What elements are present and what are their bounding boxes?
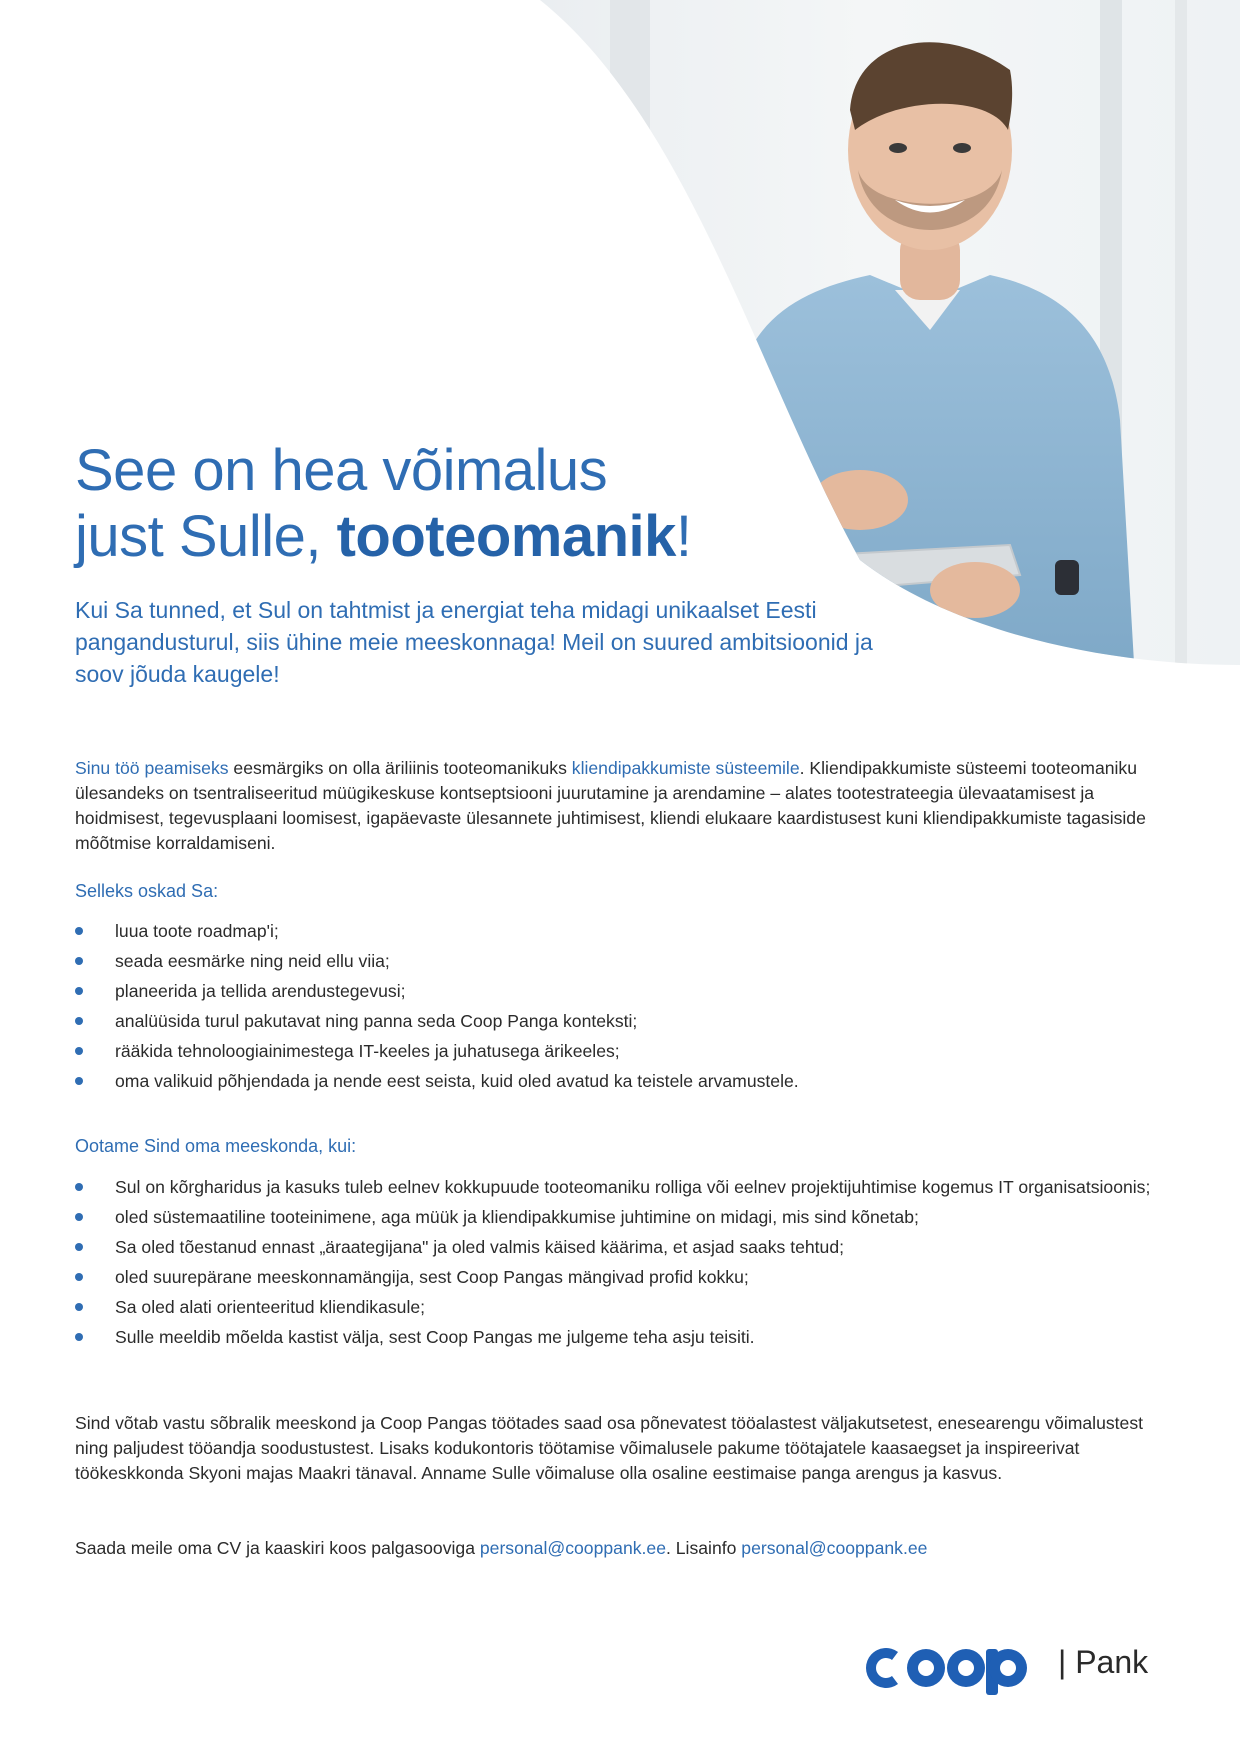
lead-paragraph: Kui Sa tunned, et Sul on tahtmist ja energiat teha midagi unikaalset Eesti pangandusturul, siis ühine meie meeskonnaga! Meil on suured ambitsioonid ja soov jõuda kaugele! bbox=[75, 597, 873, 687]
contact-text-1: Saada meile oma CV ja kaaskiri koos palgasooviga bbox=[75, 1538, 480, 1558]
coop-pank-logo bbox=[858, 1638, 1158, 1698]
requirements-heading: Ootame Sind oma meeskonda, kui: bbox=[75, 1136, 357, 1156]
intro-text-1: eesmärgiks on olla äriliinis tooteomanikuks bbox=[228, 758, 572, 778]
list-item-text: rääkida tehnoloogiainimestega IT-keeles ja juhatusega ärikeeles; bbox=[115, 1041, 620, 1061]
list-item bbox=[75, 1069, 1160, 1094]
list-item bbox=[75, 1205, 1160, 1230]
coop-logo-icon bbox=[858, 1638, 1058, 1698]
list-item-text: planeerida ja tellida arendustegevusi; bbox=[115, 981, 406, 1001]
bullet-icon bbox=[75, 1077, 83, 1085]
logo-separator: | bbox=[1058, 1644, 1067, 1680]
requirements-list bbox=[75, 1175, 1160, 1355]
contact-paragraph bbox=[75, 1536, 1160, 1561]
list-item bbox=[75, 1295, 1160, 1320]
bullet-icon bbox=[75, 1243, 83, 1251]
list-item bbox=[75, 1175, 1160, 1200]
pank-label bbox=[1058, 1644, 1148, 1681]
list-item-text: Sulle meeldib mõelda kastist välja, sest Coop Pangas me julgeme teha asju teisiti. bbox=[115, 1327, 755, 1347]
list-item bbox=[75, 1325, 1160, 1350]
bullet-icon bbox=[75, 1333, 83, 1341]
list-item bbox=[75, 979, 1160, 1004]
offer-paragraph: Sind võtab vastu sõbralik meeskond ja Coop Pangas töötades saad osa põnevatest tööalastest väljakutsetest, enesearengu võimalustest ning paljudest tööandja soodustustest. Lisaks kodukontoris töötamise võimalusele pakume töötajatele kaasaegset ja inspireerivat töökeskkonda Skyoni majas Maakri tänaval. Anname Sulle võimaluse olla osaline eestimaise panga arengus ja kasvus. bbox=[75, 1413, 1144, 1483]
headline-line2-prefix: just Sulle, bbox=[75, 504, 337, 569]
bullet-icon bbox=[75, 1213, 83, 1221]
list-item bbox=[75, 1009, 1160, 1034]
skills-list bbox=[75, 919, 1160, 1099]
bullet-icon bbox=[75, 1183, 83, 1191]
intro-highlight-2: kliendipakkumiste süsteemile bbox=[571, 758, 800, 778]
intro-text-2: . Kliendipakkumiste süsteemi tooteomaniku ülesandeks on tsentraliseeritud müügikeskuse kontseptsiooni juurutamine ja arendamine – alates tootestrateegia ülevaatamisest ja hoidmisest, tegevusplaani loomisest, igapäevaste ülesannete juhtimisest, kliendi elukaare kaardistusest kuni kliendipakkumiste tagasiside mõõtmise korraldamiseni. bbox=[75, 758, 1146, 853]
list-item-text: oled süstemaatiline tooteinimene, aga müük ja kliendipakkumise juhtimine on midagi, mis sind kõnetab; bbox=[115, 1207, 919, 1227]
list-item-text: oma valikuid põhjendada ja nende eest seista, kuid oled avatud ka teistele arvamustele. bbox=[115, 1071, 799, 1091]
list-item bbox=[75, 919, 1160, 944]
intro-highlight-1: Sinu töö peamiseks bbox=[75, 758, 229, 778]
page-title bbox=[75, 438, 692, 570]
list-item-text: Sul on kõrgharidus ja kasuks tuleb eelnev kokkupuude tooteomaniku rolliga või eelnev projektijuhtimise kogemus IT organisatsioonis; bbox=[115, 1177, 1151, 1197]
list-item bbox=[75, 1039, 1160, 1064]
bullet-icon bbox=[75, 927, 83, 935]
bullet-icon bbox=[75, 1017, 83, 1025]
list-item-text: luua toote roadmap'i; bbox=[115, 921, 279, 941]
bullet-icon bbox=[75, 1303, 83, 1311]
bullet-icon bbox=[75, 987, 83, 995]
contact-text-2: . Lisainfo bbox=[665, 1538, 742, 1558]
bullet-icon bbox=[75, 1047, 83, 1055]
list-item-text: Sa oled alati orienteeritud kliendikasule; bbox=[115, 1297, 426, 1317]
list-item-text: Sa oled tõestanud ennast „äraategijana" ja oled valmis käised käärima, et asjad saaks tehtud; bbox=[115, 1237, 845, 1257]
list-item-text: seada eesmärke ning neid ellu viia; bbox=[115, 951, 390, 971]
bullet-icon bbox=[75, 957, 83, 965]
skills-heading: Selleks oskad Sa: bbox=[75, 881, 219, 901]
intro-paragraph bbox=[75, 756, 1160, 856]
email-link-1[interactable]: personal@cooppank.ee bbox=[479, 1538, 666, 1558]
list-item bbox=[75, 1235, 1160, 1260]
list-item-text: oled suurepärane meeskonnamängija, sest Coop Pangas mängivad profid kokku; bbox=[115, 1267, 749, 1287]
bullet-icon bbox=[75, 1273, 83, 1281]
headline-role: tooteomanik bbox=[336, 504, 676, 569]
email-link-2[interactable]: personal@cooppank.ee bbox=[741, 1538, 928, 1558]
headline-line2-suffix: ! bbox=[675, 504, 692, 569]
list-item-text: analüüsida turul pakutavat ning panna seda Coop Panga konteksti; bbox=[115, 1011, 638, 1031]
hero-photo bbox=[0, 0, 1240, 680]
headline-line1: See on hea võimalus bbox=[75, 438, 608, 503]
hero-photo-illustration bbox=[0, 0, 1240, 680]
logo-pank-text: Pank bbox=[1075, 1644, 1149, 1680]
list-item bbox=[75, 1265, 1160, 1290]
list-item bbox=[75, 949, 1160, 974]
